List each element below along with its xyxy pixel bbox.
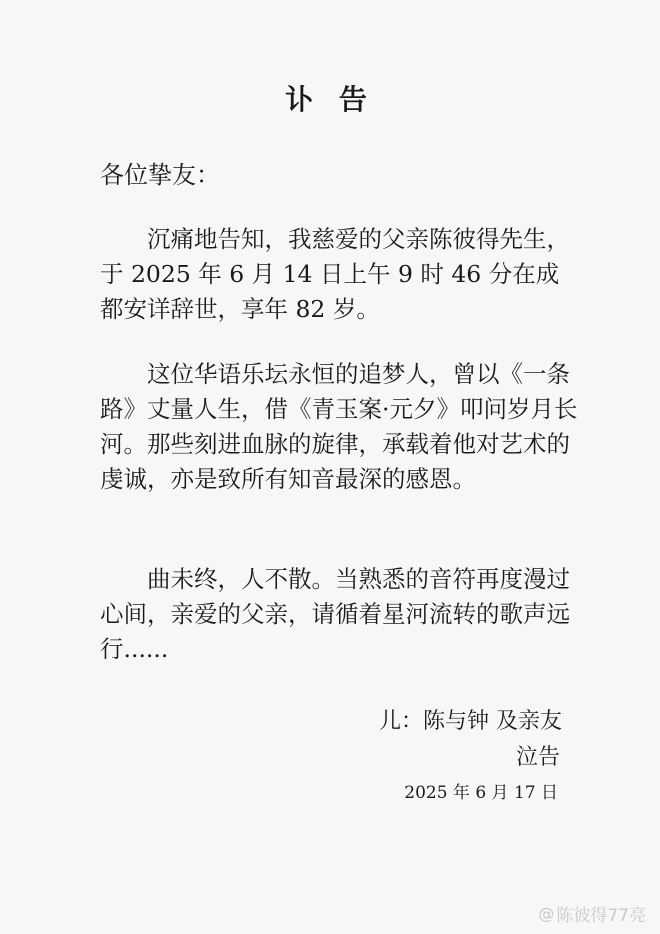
source-watermark (538, 901, 646, 926)
signer-line: 儿：陈与钟 及亲友 (379, 709, 562, 734)
salutation: 各位挚友： (100, 161, 220, 189)
at-icon: @ (538, 904, 555, 923)
signer-action: 泣告 (515, 745, 560, 770)
document-title: 讣 告 (285, 83, 375, 116)
watermark-handle: 陈彼得77亮 (556, 906, 646, 926)
paragraph-announcement: 沉痛地告知，我慈爱的父亲陈彼得先生，于 2025 年 6 月 14 日上午 9 时 46 分在成都安详辞世，享年 82 岁。 (100, 225, 570, 323)
document-date: 2025 年 6 月 17 日 (404, 783, 558, 803)
paragraph-tribute: 这位华语乐坛永恒的追梦人，曾以《一条路》丈量人生，借《青玉案·元夕》叩问岁月长河。那些刻进血脉的旋律，承载着他对艺术的虔诚，亦是致所有知音最深的感恩。 (100, 360, 578, 493)
paragraph-farewell: 曲未终，人不散。当熟悉的音符再度漫过心间，亲爱的父亲，请循着星河流转的歌声远行...... (100, 565, 570, 663)
